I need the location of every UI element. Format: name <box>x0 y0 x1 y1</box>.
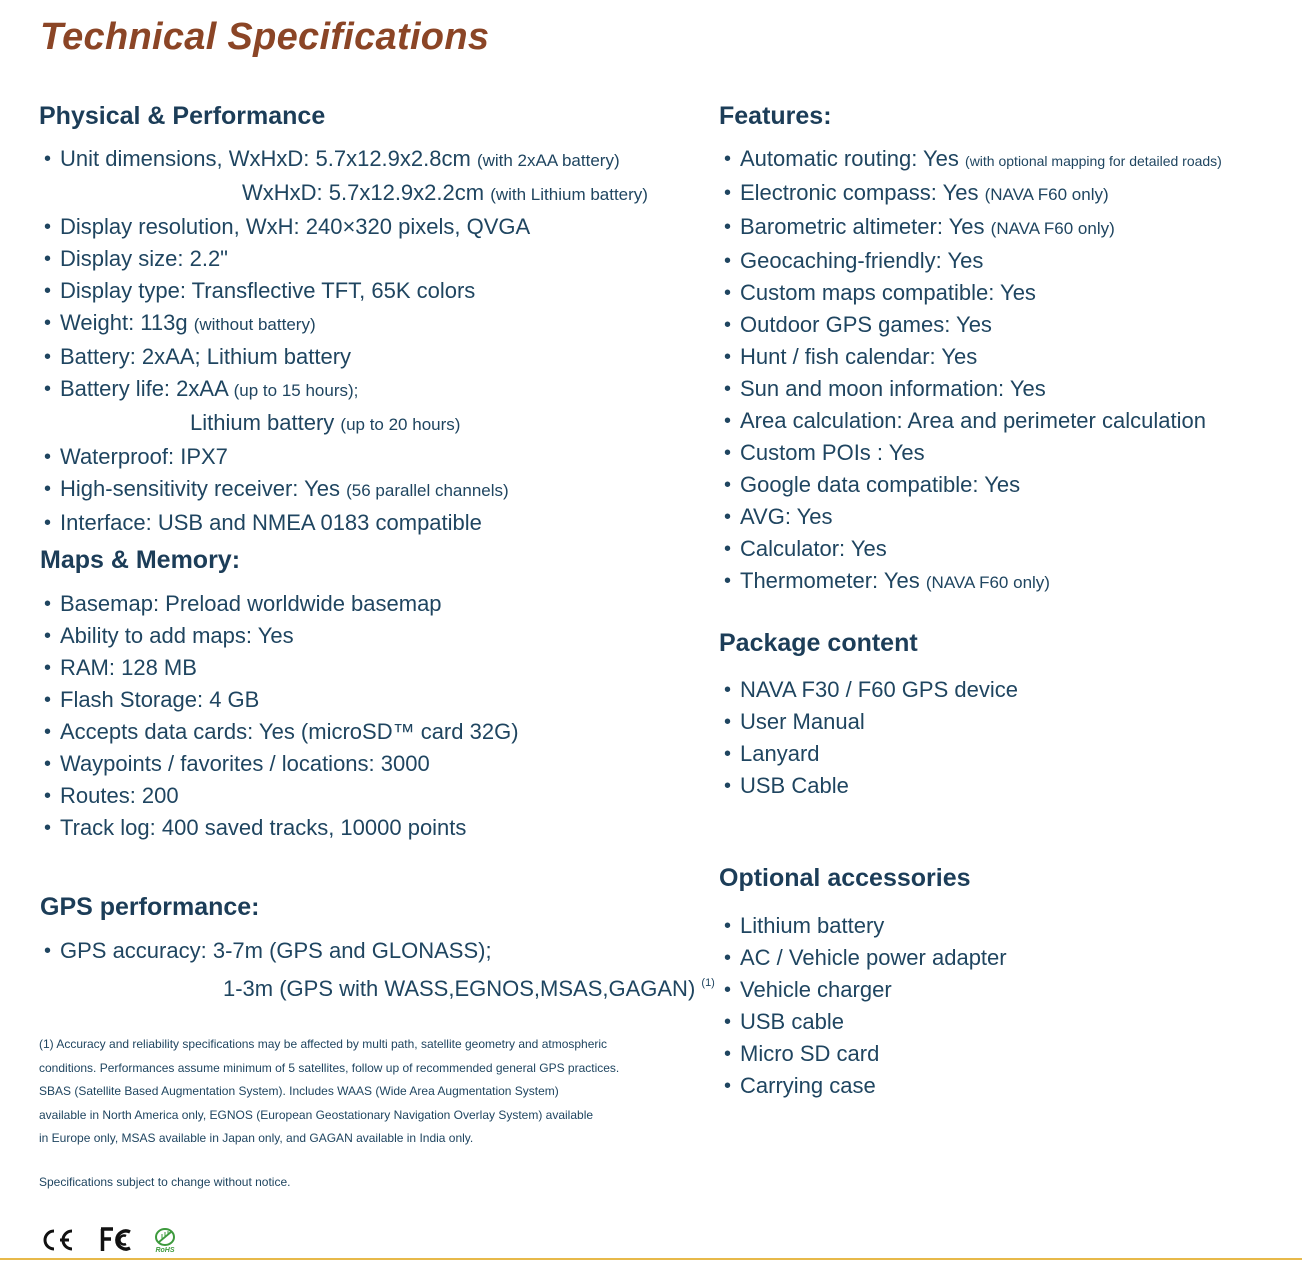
list-item <box>40 307 648 341</box>
gps-accuracy: GPS accuracy: 3-7m (GPS and GLONASS); <box>60 938 492 963</box>
list-item <box>720 143 1222 177</box>
footnote-line: conditions. Performances assume minimum of 5 satellites, follow up of recommended general GPS practices. <box>39 1060 620 1075</box>
list-item: • AC / Vehicle power adapter <box>720 942 1007 974</box>
list-item <box>40 243 648 275</box>
battery: Battery: 2xAA; Lithium battery <box>60 344 352 369</box>
display-type: Display type: Transflective TFT, 65K colors <box>60 278 476 303</box>
weight-label: Weight: 113g <box>60 310 194 335</box>
list-item <box>40 507 648 539</box>
barometric-altimeter-label: Barometric altimeter: Yes <box>740 214 991 239</box>
battery-life-label: Battery life: 2xAA <box>60 376 234 401</box>
unit-dimensions-label: Unit dimensions, WxHxD: 5.7x12.9x2.8cm <box>60 146 477 171</box>
footnote-line: available in North America only, EGNOS (European Geostationary Navigation Overlay System) available <box>39 1107 594 1122</box>
physical-performance-heading: Physical & Performance <box>39 102 326 130</box>
list-item <box>40 211 648 243</box>
list-item: • Outdoor GPS games: Yes <box>720 309 1222 341</box>
maps-memory-list <box>40 588 519 844</box>
list-item: • Sun and moon information: Yes <box>720 373 1222 405</box>
list-item <box>720 565 1222 599</box>
fcc-mark-icon <box>99 1226 135 1254</box>
electronic-compass-note: (NAVA F60 only) <box>984 185 1109 204</box>
footnote-line: (1) Accuracy and reliability specifications may be affected by multi path, satellite geometry and atmospheric <box>39 1037 608 1051</box>
list-item: • Waypoints / favorites / locations: 3000 <box>40 748 519 780</box>
receiver-label: High-sensitivity receiver: Yes <box>60 476 347 501</box>
receiver-note: (56 parallel channels) <box>346 481 509 500</box>
electronic-compass-label: Electronic compass: Yes <box>740 180 985 205</box>
package-content-heading: Package content <box>719 629 918 657</box>
waterproof: Waterproof: IPX7 <box>60 444 228 469</box>
interface: Interface: USB and NMEA 0183 compatible <box>60 510 482 535</box>
list-item <box>40 441 648 473</box>
automatic-routing-label: Automatic routing: Yes <box>740 146 966 171</box>
list-item: • Basemap: Preload worldwide basemap <box>40 588 519 620</box>
optional-accessories-heading: Optional accessories <box>719 864 971 892</box>
battery-life-note: (up to 20 hours) <box>340 415 461 434</box>
list-item: • Vehicle charger <box>720 974 1007 1006</box>
footnote-reference: (1) <box>701 977 715 989</box>
list-item: • RAM: 128 MB <box>40 652 519 684</box>
list-item: • USB Cable <box>720 770 1018 802</box>
list-item: • Carrying case <box>720 1070 1007 1102</box>
maps-memory-heading: Maps & Memory: <box>40 546 241 574</box>
list-item <box>40 341 648 373</box>
list-item: • Micro SD card <box>720 1038 1007 1070</box>
bottom-rule <box>0 1258 1302 1260</box>
list-item <box>40 143 648 177</box>
list-item: • Geocaching-friendly: Yes <box>720 245 1222 277</box>
list-item <box>40 473 648 507</box>
features-heading: Features: <box>719 102 832 130</box>
thermometer-label: Thermometer: Yes <box>740 568 926 593</box>
footnote <box>39 1033 679 1151</box>
list-item: • Flash Storage: 4 GB <box>40 684 519 716</box>
list-item: • AVG: Yes <box>720 501 1222 533</box>
list-item: • Hunt / fish calendar: Yes <box>720 341 1222 373</box>
list-item: • User Manual <box>720 706 1018 738</box>
list-item: • Track log: 400 saved tracks, 10000 points <box>40 812 519 844</box>
list-item: • Calculator: Yes <box>720 533 1222 565</box>
list-item <box>40 275 648 307</box>
physical-performance-list <box>40 143 648 539</box>
page-title: Technical Specifications <box>40 16 490 58</box>
battery-life-note: (up to 15 hours); <box>233 381 359 400</box>
list-item <box>720 177 1222 211</box>
gps-performance-list <box>40 935 715 1005</box>
list-item <box>40 177 648 211</box>
list-item: • Accepts data cards: Yes (microSD™ card 32G) <box>40 716 519 748</box>
list-item <box>40 967 715 1005</box>
thermometer-note: (NAVA F60 only) <box>925 573 1050 592</box>
list-item: • Routes: 200 <box>40 780 519 812</box>
display-size: Display size: 2.2" <box>60 246 228 271</box>
unit-dimensions-note: (with 2xAA battery) <box>476 151 620 170</box>
footnote-line: in Europe only, MSAS available in Japan only, and GAGAN available in India only. <box>39 1131 474 1145</box>
gps-performance-heading: GPS performance: <box>40 893 260 921</box>
unit-dimensions-label: WxHxD: 5.7x12.9x2.2cm <box>242 180 491 205</box>
ce-mark-icon <box>40 1226 76 1254</box>
list-item: • Lanyard <box>720 738 1018 770</box>
gps-accuracy-sbas: 1-3m (GPS with WASS,EGNOS,MSAS,GAGAN) <box>223 976 696 1001</box>
battery-life-label: Lithium battery <box>190 410 341 435</box>
list-item: • Custom maps compatible: Yes <box>720 277 1222 309</box>
weight-note: (without battery) <box>193 315 316 334</box>
list-item <box>720 211 1222 245</box>
display-resolution: Display resolution, WxH: 240×320 pixels, QVGA <box>60 214 531 239</box>
automatic-routing-note: (with optional mapping for detailed roads) <box>965 153 1222 169</box>
features-list <box>720 143 1222 599</box>
footnote-line: SBAS (Satellite Based Augmentation System). Includes WAAS (Wide Area Augmentation System) <box>39 1084 559 1098</box>
unit-dimensions-note: (with Lithium battery) <box>490 185 648 204</box>
list-item: • USB cable <box>720 1006 1007 1038</box>
list-item: • Ability to add maps: Yes <box>40 620 519 652</box>
list-item: • Custom POIs : Yes <box>720 437 1222 469</box>
barometric-altimeter-note: (NAVA F60 only) <box>990 219 1115 238</box>
list-item: • NAVA F30 / F60 GPS device <box>720 674 1018 706</box>
list-item: • Area calculation: Area and perimeter calculation <box>720 405 1222 437</box>
list-item: • Lithium battery <box>720 910 1007 942</box>
rohs-text: RoHS <box>155 1247 175 1253</box>
rohs-leaf-icon <box>152 1227 178 1253</box>
list-item <box>40 935 715 967</box>
list-item <box>40 407 648 441</box>
optional-accessories-list <box>720 910 1007 1102</box>
disclaimer: Specifications subject to change without notice. <box>39 1175 291 1189</box>
package-content-list <box>720 674 1018 802</box>
list-item: • Google data compatible: Yes <box>720 469 1222 501</box>
list-item <box>40 373 648 407</box>
